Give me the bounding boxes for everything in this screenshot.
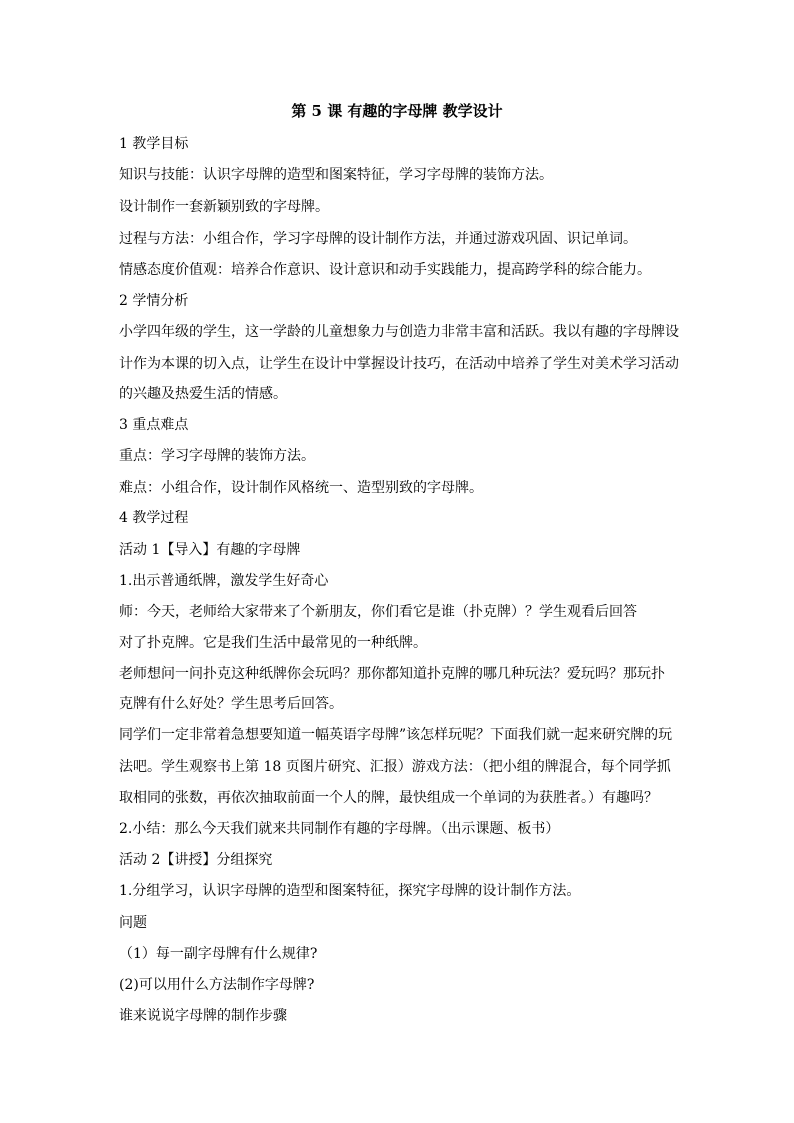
question-line: （1）每一副字母牌有什么规律? bbox=[119, 946, 318, 962]
document-title: 第 5 课 有趣的字母牌 教学设计 bbox=[291, 102, 503, 120]
paragraph-line: 对了扑克牌。它是我们生活中最常见的一种纸牌。 bbox=[119, 635, 427, 651]
paragraph-line: 知识与技能：认识字母牌的造型和图案特征，学习字母牌的装饰方法。 bbox=[119, 167, 553, 183]
section-heading-analysis: 2 学情分析 bbox=[119, 293, 189, 309]
paragraph-line: 的兴趣及热爱生活的情感。 bbox=[119, 386, 287, 402]
paragraph-line: 小学四年级的学生，这一学龄的儿童想象力与创造力非常丰富和活跃。我以有趣的字母牌设 bbox=[119, 324, 679, 340]
section-heading-key-points: 3 重点难点 bbox=[119, 417, 189, 433]
paragraph-line: 老师想问一问扑克这种纸牌你会玩吗？那你都知道扑克牌的哪几种玩法？爱玩吗？那玩扑 bbox=[119, 666, 665, 682]
paragraph-line: 取相同的张数，再依次抽取前面一个人的牌，最快组成一个单词的为获胜者。）有趣吗？ bbox=[119, 790, 658, 806]
question-line: (2)可以用什么方法制作字母牌? bbox=[119, 977, 315, 993]
paragraph-line: 计作为本课的切入点，让学生在设计中掌握设计技巧，在活动中培养了学生对美术学习活动 bbox=[119, 356, 679, 372]
paragraph-line: 难点：小组合作，设计制作风格统一、造型别致的字母牌。 bbox=[119, 480, 483, 496]
paragraph-line: 1.分组学习，认识字母牌的造型和图案特征，探究字母牌的设计制作方法。 bbox=[119, 883, 581, 899]
section-heading-process: 4 教学过程 bbox=[119, 510, 189, 526]
section-heading-goals: 1 教学目标 bbox=[119, 136, 189, 152]
paragraph-line: 重点：学习字母牌的装饰方法。 bbox=[119, 448, 315, 464]
paragraph-line: 情感态度价值观：培养合作意识、设计意识和动手实践能力，提高跨学科的综合能力。 bbox=[119, 262, 651, 278]
paragraph-line: 过程与方法：小组合作，学习字母牌的设计制作方法，并通过游戏巩固、识记单词。 bbox=[119, 231, 637, 247]
paragraph-line: 1.出示普通纸牌，激发学生好奇心 bbox=[119, 573, 329, 589]
paragraph-line: 2.小结：那么今天我们就来共同制作有趣的字母牌。（出示课题、板书） bbox=[119, 821, 560, 837]
paragraph-line: 同学们一定非常着急想要知道一幅英语字母牌”该怎样玩呢？下面我们就一起来研究牌的玩 bbox=[119, 727, 673, 743]
paragraph-line: 师：今天，老师给大家带来了个新朋友，你们看它是谁（扑克牌）？学生观看后回答 bbox=[119, 604, 637, 620]
paragraph-line: 设计制作一套新颖别致的字母牌。 bbox=[119, 199, 329, 215]
paragraph-line: 法吧。学生观察书上第 18 页图片研究、汇报）游戏方法：（把小组的牌混合，每个同学抓 bbox=[119, 759, 671, 775]
activity-heading: 活动 1【导入】有趣的字母牌 bbox=[119, 542, 301, 558]
paragraph-line: 克牌有什么好处？学生思考后回答。 bbox=[119, 696, 343, 712]
activity-heading: 活动 2【讲授】分组探究 bbox=[119, 852, 273, 868]
paragraph-line: 谁来说说字母牌的制作步骤 bbox=[119, 1008, 287, 1024]
paragraph-line: 问题 bbox=[119, 915, 147, 931]
